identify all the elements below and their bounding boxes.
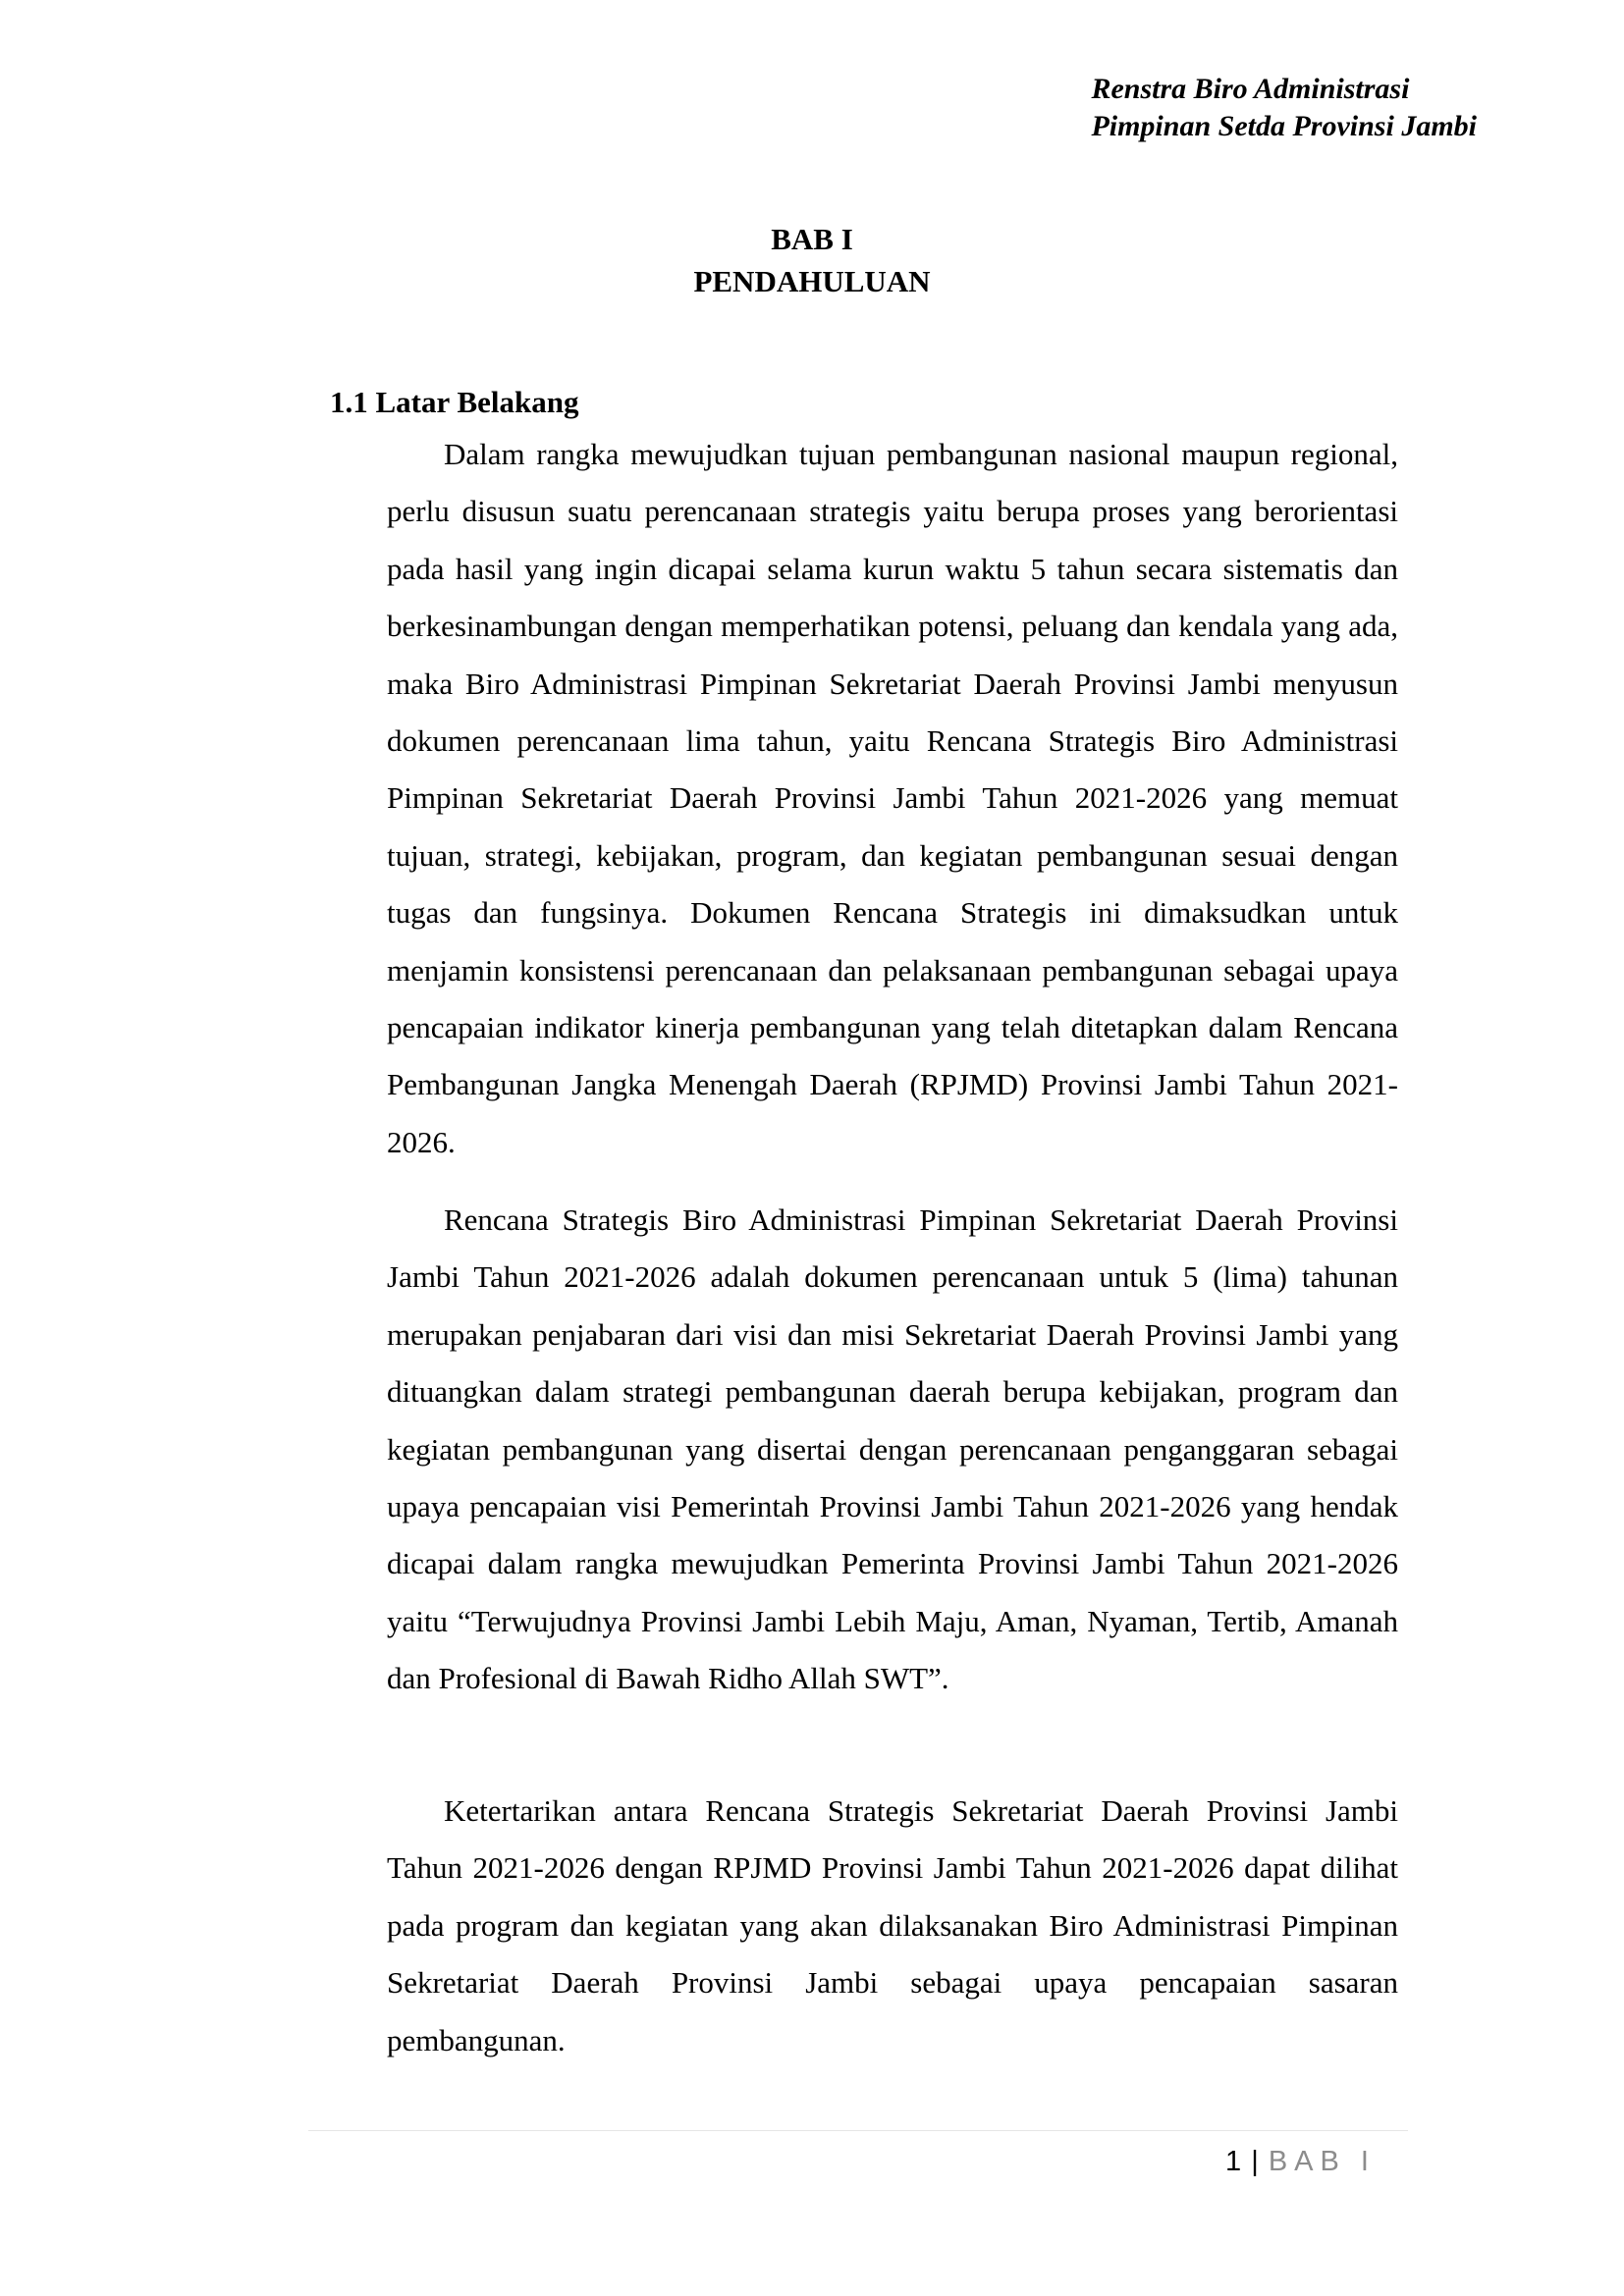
paragraph-1: Dalam rangka mewujudkan tujuan pembangunan nasional maupun regional, perlu disusun suatu perencanaan strategis yaitu berupa proses yang berorientasi pada hasil yang ingin dicapai selama kurun waktu 5 tahun secara sistematis dan berkesinambungan dengan memperhatikan potensi, peluang dan kendala yang ada, maka Biro Administrasi Pimpinan Sekretariat Daerah Provinsi Jambi menyusun dokumen perencanaan lima tahun, yaitu Rencana Strategis Biro Administrasi Pimpinan Sekretariat Daerah Provinsi Jambi Tahun 2021-2026 yang memuat tujuan, strategi, kebijakan, program, dan kegiatan pembangunan sesuai dengan tugas dan fungsinya. Dokumen Rencana Strategis ini dimaksudkan untuk menjamin konsistensi perencanaan dan pelaksanaan pembangunan sebagai upaya pencapaian indikator kinerja pembangunan yang telah ditetapkan dalam Rencana Pembangunan Jangka Menengah Daerah (RPJMD) Provinsi Jambi Tahun 2021-2026. [387, 437, 1398, 1159]
page-number: 1 [1225, 2146, 1243, 2177]
footer-chapter-label: BAB I [1268, 2146, 1376, 2177]
page-footer [1225, 2144, 1376, 2179]
chapter-name: PENDAHULUAN [693, 264, 931, 298]
header-line-1: Renstra Biro Administrasi [1091, 73, 1410, 105]
section-heading: 1.1 Latar Belakang [330, 385, 579, 419]
chapter-number: BAB I [771, 222, 853, 256]
paragraph-2: Rencana Strategis Biro Administrasi Pimpinan Sekretariat Daerah Provinsi Jambi Tahun 2021-2026 adalah dokumen perencanaan untuk 5 (lima) tahunan merupakan penjabaran dari visi dan misi Sekretariat Daerah Provinsi Jambi yang dituangkan dalam strategi pembangunan daerah berupa kebijakan, program dan kegiatan pembangunan yang disertai dengan perencanaan penganggaran sebagai upaya pencapaian visi Pemerintah Provinsi Jambi Tahun 2021-2026 yang hendak dicapai dalam rangka mewujudkan Pemerinta Provinsi Jambi Tahun 2021-2026 yaitu “Terwujudnya Provinsi Jambi Lebih Maju, Aman, Nyaman, Tertib, Amanah dan Profesional di Bawah Ridho Allah SWT”. [387, 1202, 1398, 1696]
paragraph-3: Ketertarikan antara Rencana Strategis Sekretariat Daerah Provinsi Jambi Tahun 2021-2026 dengan RPJMD Provinsi Jambi Tahun 2021-2026 dapat dilihat pada program dan kegiatan yang akan dilaksanakan Biro Administrasi Pimpinan Sekretariat Daerah Provinsi Jambi sebagai upaya pencapaian sasaran pembangunan. [387, 1793, 1398, 2057]
running-header [1091, 71, 1477, 145]
header-line-2: Pimpinan Setda Provinsi Jambi [1091, 110, 1477, 142]
chapter-title [0, 218, 1624, 302]
footer-divider [308, 2130, 1408, 2131]
footer-separator: | [1251, 2146, 1260, 2177]
